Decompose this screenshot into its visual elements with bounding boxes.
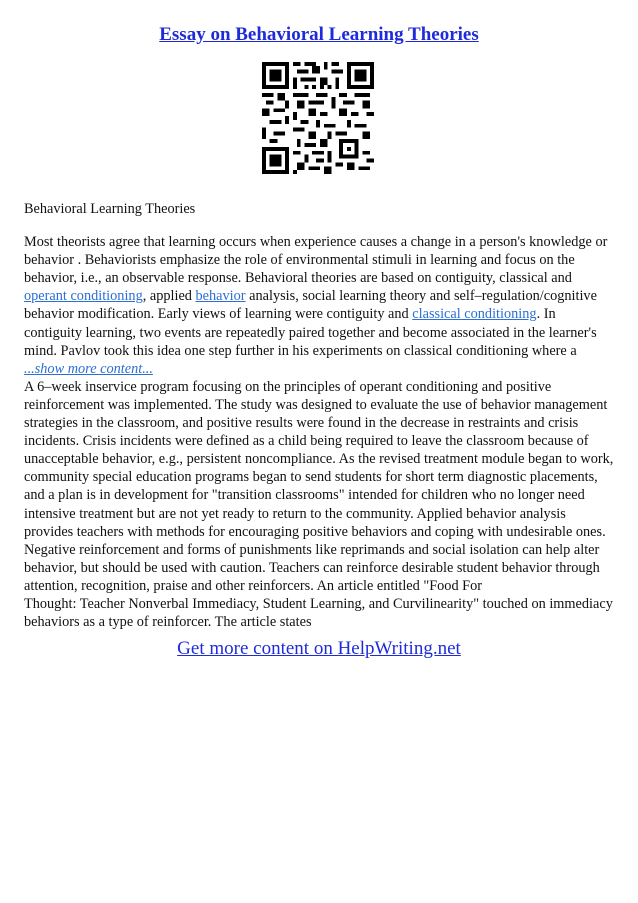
essay-body <box>24 200 614 631</box>
paragraph-1-text-d: . In contiguity learning, two events are repeatedly paired together and become associated in the learner's mind. Pavlov took this idea one step further in his experiments on classical conditioning where a <box>24 306 597 359</box>
show-more-link[interactable]: ...show more content... <box>24 360 153 377</box>
essay-heading: Behavioral Learning Theories <box>24 201 196 217</box>
paragraph-1-text-b: , applied <box>142 288 196 305</box>
paragraph-2: A 6–week inservice program focusing on the principles of operant conditioning and positive reinforcement was implemented. The study was designed to evaluate the use of behavior management strategies in the classroom, and positive results were found in the decrease in restraints and crisis incidents. Crisis incidents were defined as a child being required to leave the classroom because of unacceptable behavior, e.g., persistent noncompliance. As the revised treatment module began to work, community special education programs began to send students for short term diagnostic placements, and a plan is in development for "transition classrooms" intended for children who no longer need intensive treatment but are not yet ready to return to the community. Applied behavior analysis provides teachers with methods for encouraging positive behaviors and coping with undesirable ones. Negative reinforcement and forms of punishments like reprimands and social isolation can help alter behavior, but should be used with caution. Teachers can reinforce desirable student behavior through attention, recognition, praise and other reinforcers. An article entitled "Food For <box>24 378 614 594</box>
qr-code <box>262 62 374 174</box>
paragraph-1-text-c: analysis, social learning theory and self–regulation/cognitive behavior modification. Early views of learning were contiguity and <box>24 288 597 323</box>
paragraph-1 <box>24 233 614 360</box>
document-title[interactable]: Essay on Behavioral Learning Theories <box>159 24 479 45</box>
operant-conditioning-link[interactable]: operant conditioning <box>24 288 143 305</box>
paragraph-1-text-a: Most theorists agree that learning occurs when experience causes a change in a person's knowledge or behavior . Behaviorists emphasize the role of environmental stimuli in learning and focus on the behavior, i.e., an observable response. Behavioral theories are based on contiguity, classical and <box>24 234 608 287</box>
get-more-content-link[interactable]: Get more content on HelpWriting.net <box>177 638 461 659</box>
behavior-link[interactable]: behavior <box>195 288 246 305</box>
classical-conditioning-link[interactable]: classical conditioning <box>412 306 537 323</box>
paragraph-3: Thought: Teacher Nonverbal Immediacy, Student Learning, and Curvilinearity" touched on immediacy behaviors as a type of reinforcer. The article states <box>24 595 613 631</box>
